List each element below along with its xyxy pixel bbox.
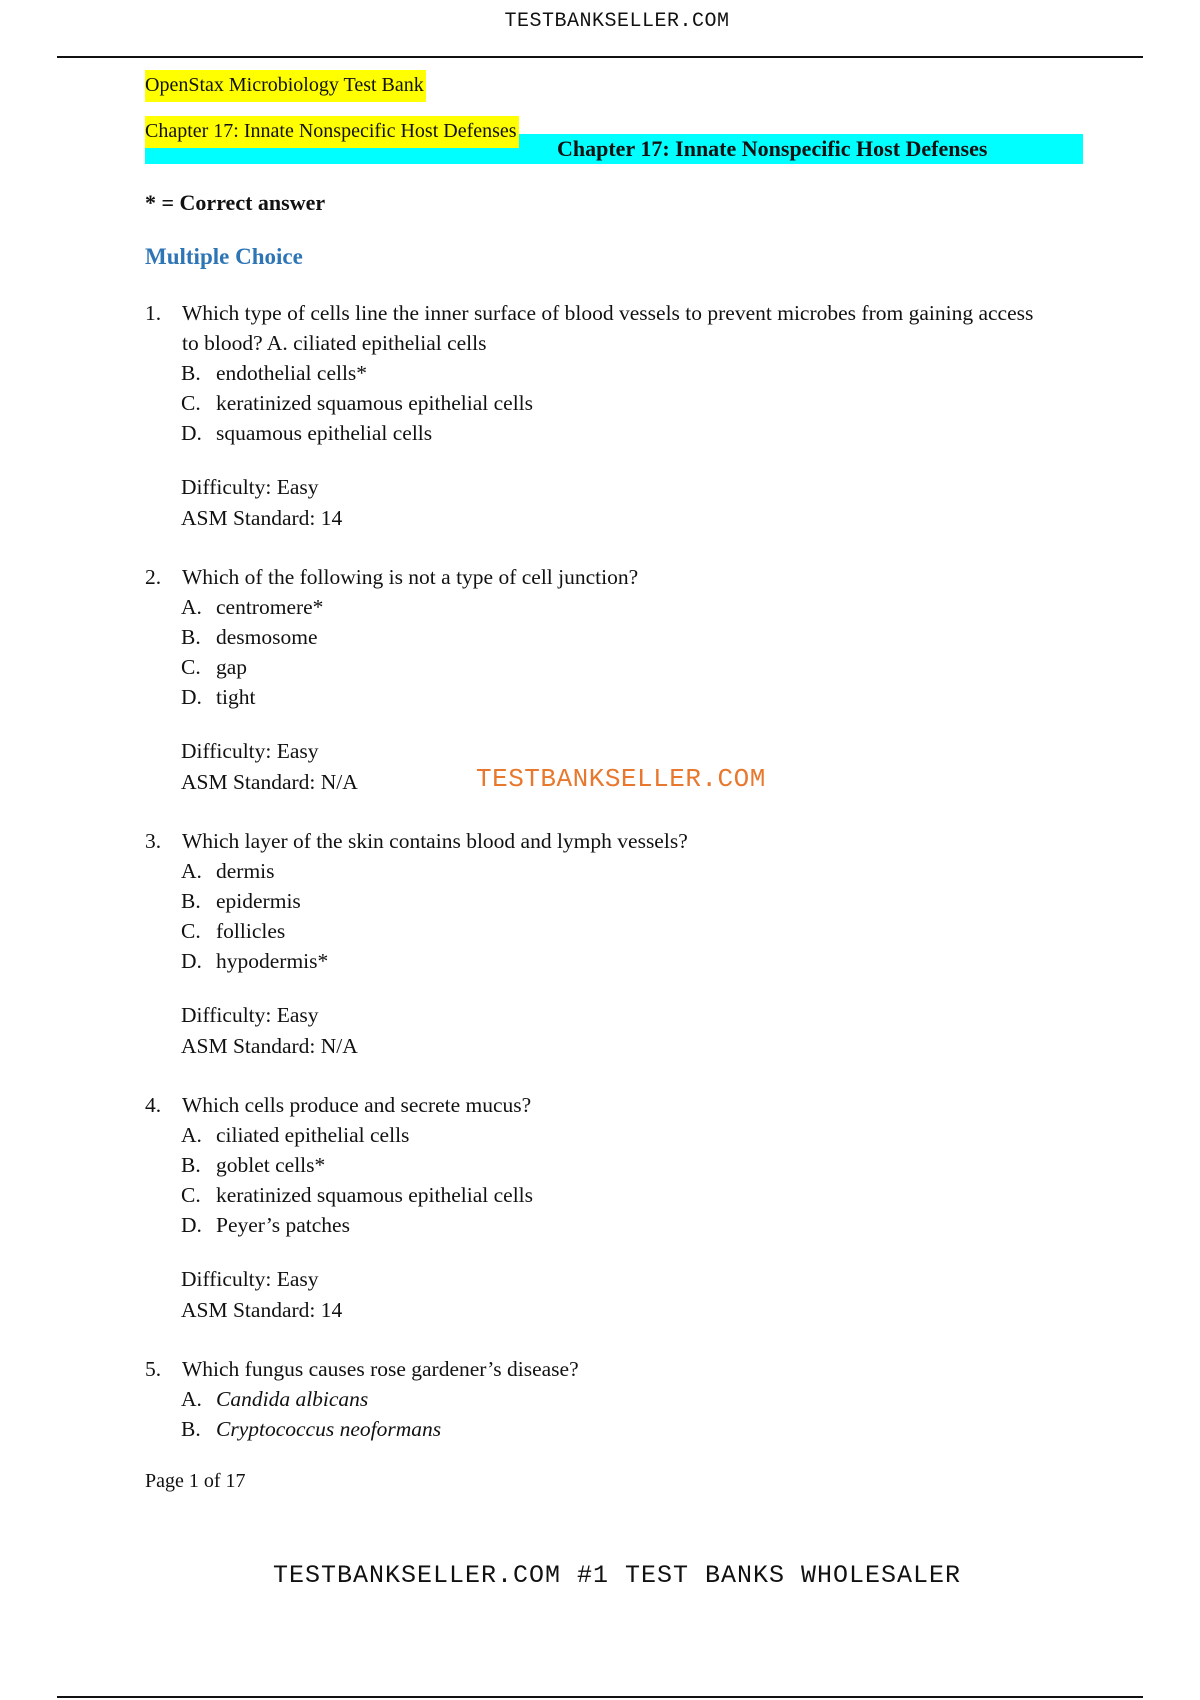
answer-option <box>181 1384 1085 1414</box>
question-number: 3. <box>145 829 162 853</box>
question-number: 2. <box>145 565 162 589</box>
difficulty: Difficulty: Easy <box>181 739 319 763</box>
option-letter: A. <box>181 1387 202 1411</box>
option-letter: A. <box>181 859 202 883</box>
question-meta <box>181 1000 1085 1062</box>
question-number: 1. <box>145 301 162 325</box>
option-text: follicles <box>216 919 286 943</box>
option-letter: C. <box>181 1183 201 1207</box>
option-letter: D. <box>181 1213 202 1237</box>
header-rule <box>57 56 1143 58</box>
watermark-text: TESTBANKSELLER.COM <box>476 764 766 794</box>
asm-standard: ASM Standard: 14 <box>181 506 343 530</box>
chapter-subtitle: Chapter 17: Innate Nonspecific Host Defenses <box>145 116 519 148</box>
option-text: goblet cells* <box>216 1153 326 1177</box>
chapter-heading: Chapter 17: Innate Nonspecific Host Defenses <box>145 134 1083 164</box>
book-title-line <box>145 70 1085 116</box>
option-letter: B. <box>181 1417 201 1441</box>
difficulty: Difficulty: Easy <box>181 1003 319 1027</box>
answer-option <box>181 856 1085 886</box>
asm-standard: ASM Standard: N/A <box>181 770 358 794</box>
question-number: 4. <box>145 1093 162 1117</box>
answer-option <box>181 592 1085 622</box>
option-letter: B. <box>181 625 201 649</box>
option-text: hypodermis* <box>216 949 329 973</box>
answer-option <box>181 1150 1085 1180</box>
option-text: endothelial cells* <box>216 361 368 385</box>
option-text: keratinized squamous epithelial cells <box>216 1183 534 1207</box>
section-heading: Multiple Choice <box>145 244 303 269</box>
difficulty: Difficulty: Easy <box>181 475 319 499</box>
question-meta <box>181 472 1085 534</box>
difficulty: Difficulty: Easy <box>181 1267 319 1291</box>
option-text: dermis <box>216 859 275 883</box>
page-number: Page 1 of 17 <box>145 1470 246 1492</box>
question-2 <box>145 562 1085 798</box>
question-text: Which layer of the skin contains blood and lymph vessels? <box>182 829 688 853</box>
answer-option <box>181 418 1085 448</box>
option-text: ciliated epithelial cells <box>216 1123 410 1147</box>
option-letter: A. <box>181 1123 202 1147</box>
option-letter: C. <box>181 391 201 415</box>
option-text: Cryptococcus neoformans <box>216 1417 442 1441</box>
option-text: keratinized squamous epithelial cells <box>216 391 534 415</box>
answer-option <box>181 946 1085 976</box>
option-text: centromere* <box>216 595 324 619</box>
answer-option <box>181 916 1085 946</box>
option-text: gap <box>216 655 248 679</box>
question-meta <box>181 736 1085 798</box>
option-letter: B. <box>181 1153 201 1177</box>
footer-tagline: TESTBANKSELLER.COM #1 TEST BANKS WHOLESALER <box>272 1561 962 1590</box>
option-letter: C. <box>181 919 201 943</box>
option-letter: A. <box>181 595 202 619</box>
question-5 <box>145 1354 1085 1444</box>
question-text: Which cells produce and secrete mucus? <box>182 1093 532 1117</box>
asm-standard: ASM Standard: N/A <box>181 1034 358 1058</box>
answer-option <box>181 1210 1085 1240</box>
question-4 <box>145 1090 1085 1326</box>
question-text: Which of the following is not a type of cell junction? <box>182 565 639 589</box>
option-text: Peyer’s patches <box>216 1213 350 1237</box>
option-text: tight <box>216 685 256 709</box>
answer-option <box>181 1120 1085 1150</box>
option-letter: D. <box>181 949 202 973</box>
option-text: squamous epithelial cells <box>216 421 433 445</box>
answer-option <box>181 652 1085 682</box>
answer-option <box>181 1180 1085 1210</box>
option-letter: B. <box>181 889 201 913</box>
option-text: epidermis <box>216 889 301 913</box>
option-letter: B. <box>181 361 201 385</box>
option-text: desmosome <box>216 625 318 649</box>
question-text: Which type of cells line the inner surface of blood vessels to prevent microbes from gaining access to blood? A. ciliated epithelial cells <box>182 301 1034 355</box>
question-meta <box>181 1264 1085 1326</box>
header-site-name: TESTBANKSELLER.COM <box>504 10 730 33</box>
answer-option <box>181 622 1085 652</box>
answer-option <box>181 682 1085 712</box>
option-letter: C. <box>181 655 201 679</box>
answer-legend: * = Correct answer <box>145 190 326 215</box>
option-text: Candida albicans <box>216 1387 369 1411</box>
question-3 <box>145 826 1085 1062</box>
book-title: OpenStax Microbiology Test Bank <box>145 70 426 102</box>
question-number: 5. <box>145 1357 162 1381</box>
asm-standard: ASM Standard: 14 <box>181 1298 343 1322</box>
question-1 <box>145 298 1085 534</box>
option-letter: D. <box>181 685 202 709</box>
document-body <box>145 70 1085 1444</box>
footer-rule <box>57 1696 1143 1698</box>
answer-option <box>181 886 1085 916</box>
option-letter: D. <box>181 421 202 445</box>
answer-option <box>181 388 1085 418</box>
answer-option <box>181 358 1085 388</box>
answer-option <box>181 1414 1085 1444</box>
question-text: Which fungus causes rose gardener’s disease? <box>182 1357 579 1381</box>
